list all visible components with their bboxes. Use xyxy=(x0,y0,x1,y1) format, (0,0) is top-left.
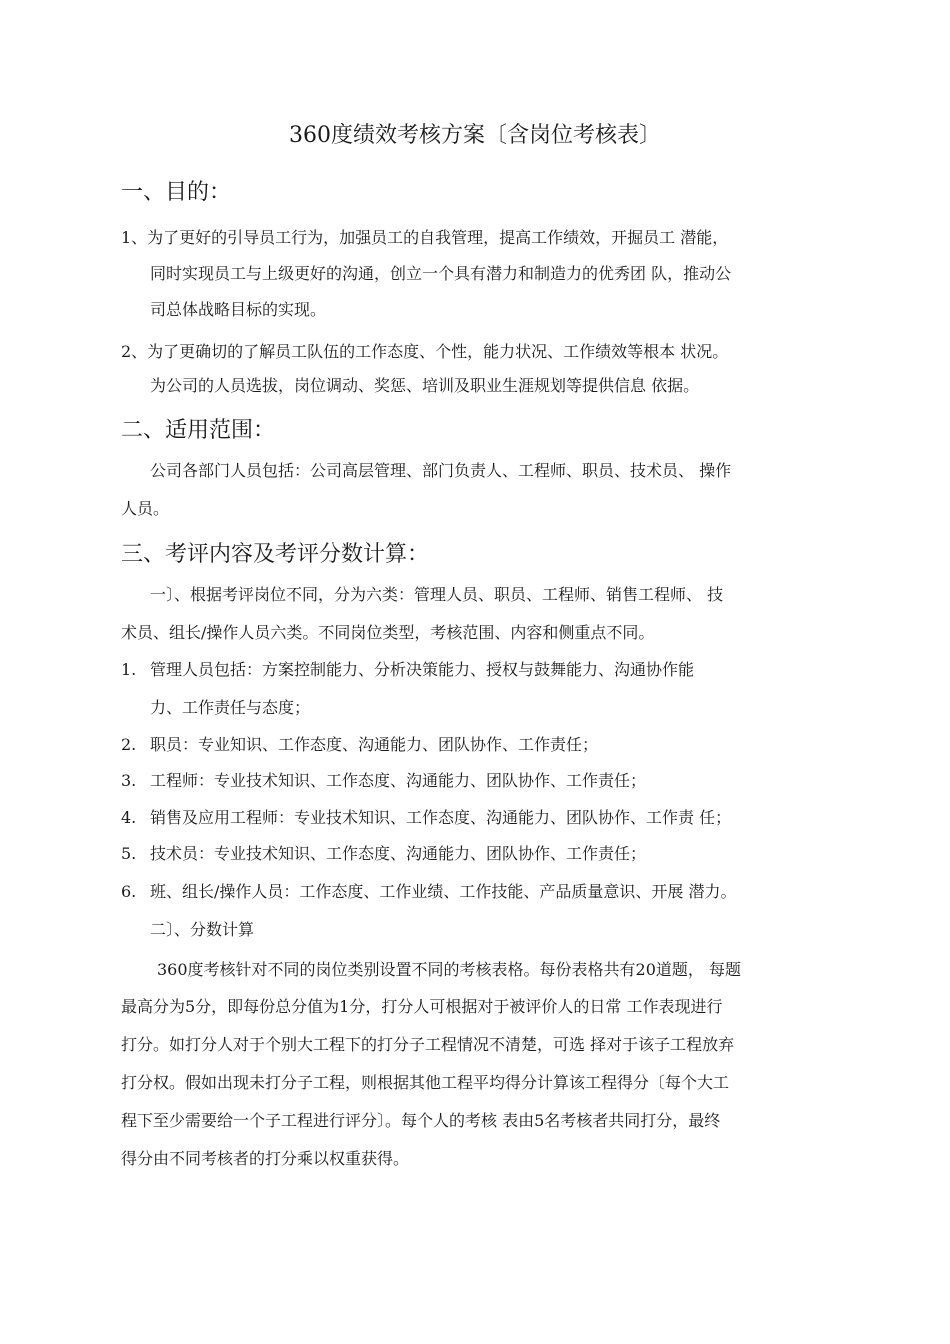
list-item-text: 管理人员包括：方案控制能力、分析决策能力、授权与鼓舞能力、沟通协作能 xyxy=(150,660,695,679)
section-1-heading: 一、目的： xyxy=(121,180,232,205)
paragraph-line: 程下至少需要给一个子工程进行评分〕。每个人的考核 表由5名考核者共同打分，最终 xyxy=(121,1111,721,1130)
paragraph-line: 打分权。假如出现未打分子工程，则根据其他工程平均得分计算该工程得分〔每个大工 xyxy=(121,1073,730,1092)
paragraph-line: 2、为了更确切的了解员工队伍的工作态度、个性，能力状况、工作绩效等根本 状况。 xyxy=(121,342,729,361)
section-2-heading: 二、适用范围： xyxy=(121,418,276,443)
paragraph-line: 为公司的人员选拔，岗位调动、奖惩、培训及职业生涯规划等提供信息 依据。 xyxy=(150,376,700,395)
list-item-text: 班、组长/操作人员：工作态度、工作业绩、工作技能、产品质量意识、开展 潜力。 xyxy=(150,882,737,901)
list-item-number: 1. xyxy=(121,660,137,679)
paragraph-line: 公司各部门人员包括：公司高层管理、部门负责人、工程师、职员、技术员、 操作 xyxy=(150,461,732,480)
paragraph-line: 一〕、根据考评岗位不同，分为六类：管理人员、职员、工程师、销售工程师、 技 xyxy=(150,585,724,604)
list-item-number: 5. xyxy=(121,844,137,863)
list-item-text: 工程师：专业技术知识、工作态度、沟通能力、团队协作、工作责任； xyxy=(150,771,647,790)
paragraph-line: 打分。如打分人对于个别大工程下的打分子工程情况不清楚，可选 择对于该子工程放弃 xyxy=(121,1035,735,1054)
list-item-text: 技术员：专业技术知识、工作态度、沟通能力、团队协作、工作责任； xyxy=(150,844,647,863)
paragraph-line: 术员、组长/操作人员六类。不同岗位类型，考核范围、内容和侧重点不同。 xyxy=(121,623,655,642)
paragraph-line: 1、为了更好的引导员工行为，加强员工的自我管理，提高工作绩效，开掘员工 潜能， xyxy=(121,228,729,247)
section-3-heading: 三、考评内容及考评分数计算： xyxy=(121,542,430,567)
paragraph-line: 最高分为5分，即每份总分值为1分，打分人可根据对于被评价人的日常 工作表现进行 xyxy=(121,997,723,1016)
document-title: 360度绩效考核方案〔含岗位考核表〕 xyxy=(289,123,661,148)
paragraph-line: 得分由不同考核者的打分乘以权重获得。 xyxy=(121,1149,410,1168)
list-item-number: 6. xyxy=(121,882,137,901)
paragraph-line: 司总体战略目标的实现。 xyxy=(150,300,327,319)
paragraph-line: 360度考核针对不同的岗位类别设置不同的考核表格。每份表格共有20道题， 每题 xyxy=(157,960,741,979)
list-item-number: 3. xyxy=(121,771,137,790)
list-item-text: 力、工作责任与态度； xyxy=(150,698,311,717)
list-item-number: 2. xyxy=(121,735,137,754)
paragraph-line: 人员。 xyxy=(121,499,170,518)
list-item-text: 销售及应用工程师：专业技术知识、工作态度、沟通能力、团队协作、工作责 任； xyxy=(150,808,732,827)
paragraph-line: 同时实现员工与上级更好的沟通，创立一个具有潜力和制造力的优秀团 队，推动公 xyxy=(150,264,732,283)
subsection-heading: 二〕、分数计算 xyxy=(150,920,255,939)
list-item-text: 职员：专业知识、工作态度、沟通能力、团队协作、工作责任； xyxy=(150,735,599,754)
list-item-number: 4. xyxy=(121,808,137,827)
